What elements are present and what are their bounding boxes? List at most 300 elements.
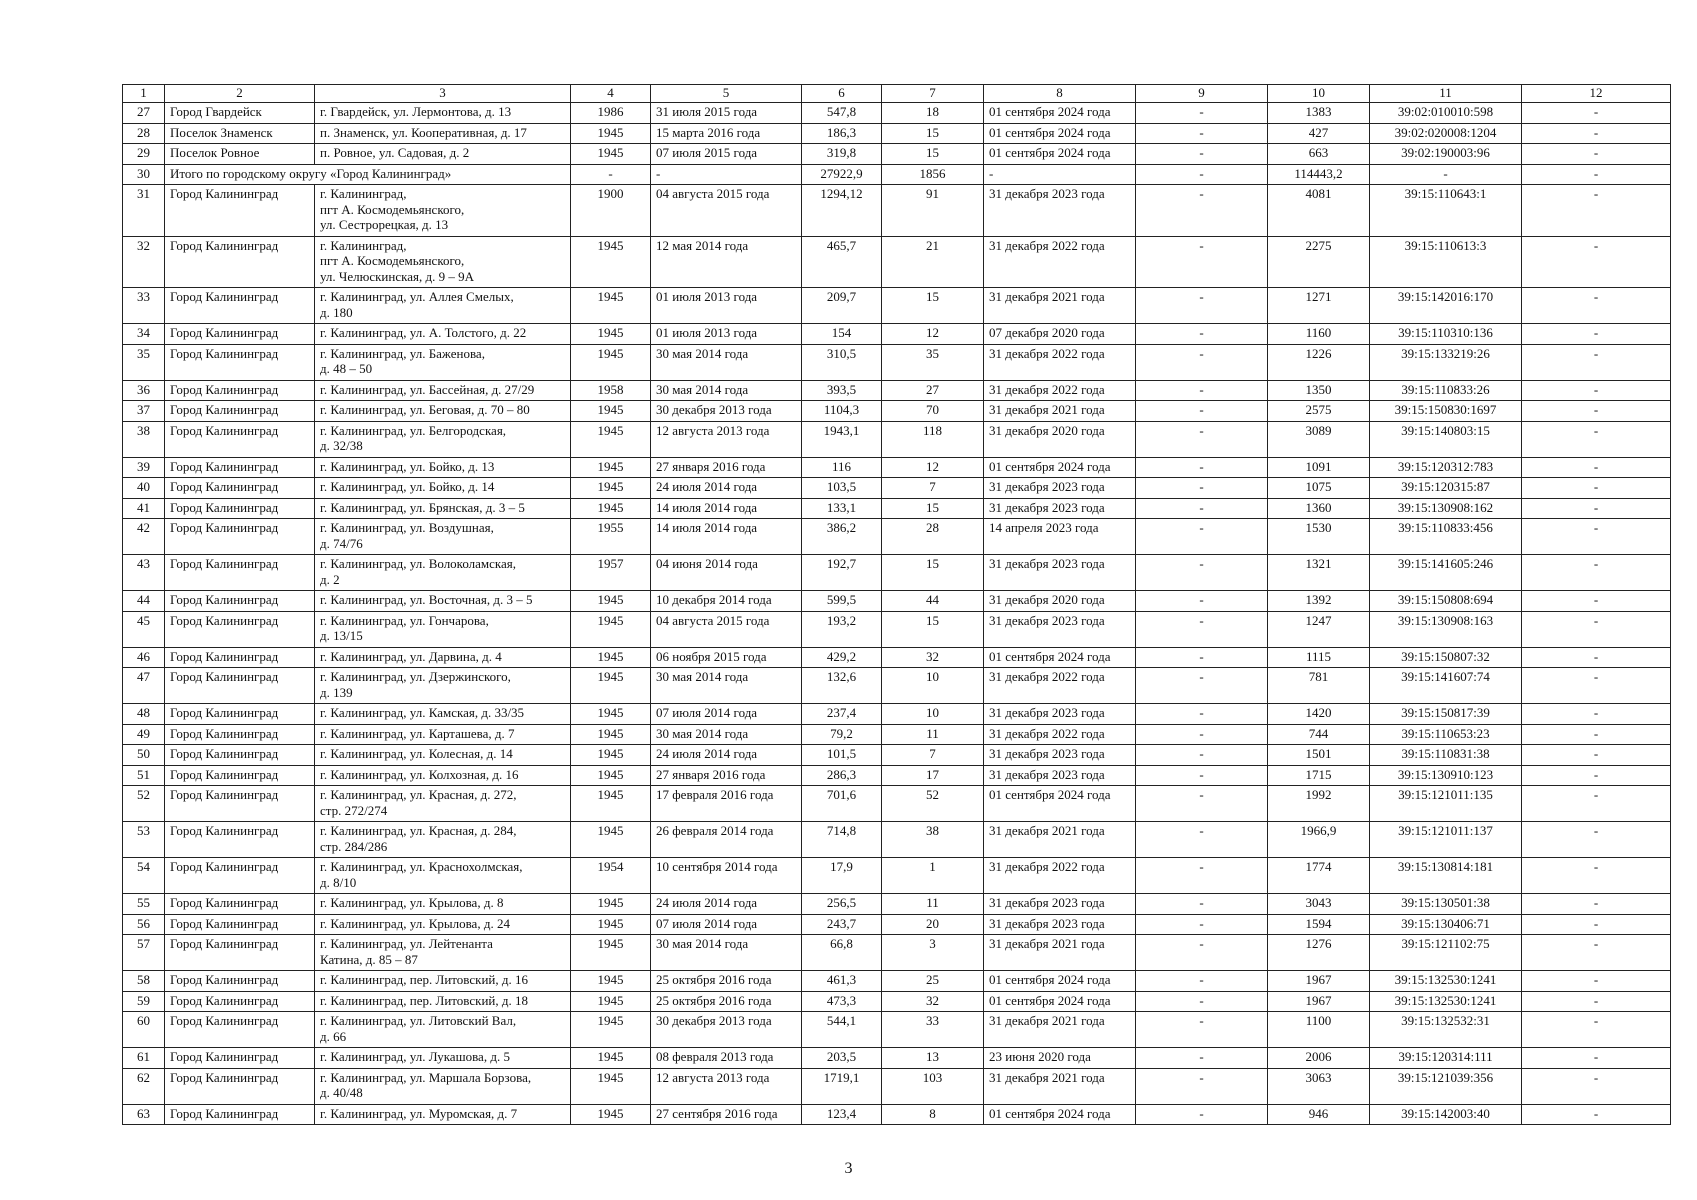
cadastral-cell: 39:15:130910:123 [1370, 765, 1522, 786]
col9-cell: - [1136, 668, 1268, 704]
table-row [123, 236, 1671, 288]
date-cell: 26 февраля 2014 года [651, 822, 802, 858]
col12-cell: - [1522, 144, 1671, 165]
row-number: 60 [123, 1012, 165, 1048]
table-row [123, 858, 1671, 894]
row-number: 41 [123, 498, 165, 519]
deadline-cell: 31 декабря 2021 года [984, 288, 1136, 324]
area-cell: 547,8 [802, 103, 882, 124]
municipality-cell: Город Калининград [165, 914, 315, 935]
col9-cell: - [1136, 971, 1268, 992]
cost-cell: 4081 [1268, 185, 1370, 237]
cadastral-cell: 39:15:110613:3 [1370, 236, 1522, 288]
residents-cell: 13 [882, 1048, 984, 1069]
cost-cell: 1247 [1268, 611, 1370, 647]
address-cell: г. Калининград, ул. Дарвина, д. 4 [315, 647, 571, 668]
table-row [123, 288, 1671, 324]
cadastral-cell: 39:15:150817:39 [1370, 704, 1522, 725]
cadastral-cell: 39:15:142003:40 [1370, 1104, 1522, 1125]
residents-cell: 10 [882, 668, 984, 704]
col9-cell: - [1136, 344, 1268, 380]
year-cell: 1986 [571, 103, 651, 124]
col12-cell: - [1522, 236, 1671, 288]
cadastral-cell: 39:15:130814:181 [1370, 858, 1522, 894]
table-body [123, 103, 1671, 1125]
municipality-cell: Город Калининград [165, 822, 315, 858]
deadline-cell: - [984, 164, 1136, 185]
year-cell: 1945 [571, 935, 651, 971]
year-cell: 1945 [571, 421, 651, 457]
date-cell: 25 октября 2016 года [651, 971, 802, 992]
cost-cell: 1594 [1268, 914, 1370, 935]
col9-cell: - [1136, 401, 1268, 422]
row-number: 27 [123, 103, 165, 124]
residents-cell: 11 [882, 894, 984, 915]
date-cell: 07 июля 2015 года [651, 144, 802, 165]
residents-cell: 52 [882, 786, 984, 822]
municipality-cell: Город Калининград [165, 611, 315, 647]
area-cell: 386,2 [802, 519, 882, 555]
address-cell: г. Калининград, ул. Красная, д. 284, стр. 284/286 [315, 822, 571, 858]
year-cell: 1900 [571, 185, 651, 237]
date-cell: 01 июля 2013 года [651, 324, 802, 345]
deadline-cell: 31 декабря 2022 года [984, 380, 1136, 401]
deadline-cell: 31 декабря 2021 года [984, 935, 1136, 971]
residents-cell: 7 [882, 478, 984, 499]
table-row [123, 786, 1671, 822]
deadline-cell: 31 декабря 2023 года [984, 894, 1136, 915]
date-cell: 30 мая 2014 года [651, 935, 802, 971]
municipality-cell: Город Калининград [165, 498, 315, 519]
cost-cell: 1276 [1268, 935, 1370, 971]
col12-cell: - [1522, 555, 1671, 591]
year-cell: - [571, 164, 651, 185]
cost-cell: 663 [1268, 144, 1370, 165]
row-number: 56 [123, 914, 165, 935]
cadastral-cell: 39:15:121102:75 [1370, 935, 1522, 971]
table-row [123, 765, 1671, 786]
municipality-cell: Город Калининград [165, 704, 315, 725]
deadline-cell: 31 декабря 2023 года [984, 704, 1136, 725]
deadline-cell: 01 сентября 2024 года [984, 786, 1136, 822]
area-cell: 154 [802, 324, 882, 345]
residents-cell: 17 [882, 765, 984, 786]
cost-cell: 3063 [1268, 1068, 1370, 1104]
residents-cell: 15 [882, 498, 984, 519]
col12-cell: - [1522, 786, 1671, 822]
total-label-cell: Итого по городскому округу «Город Калининград» [165, 164, 571, 185]
area-cell: 429,2 [802, 647, 882, 668]
table-row [123, 1104, 1671, 1125]
address-cell: г. Калининград, ул. Брянская, д. 3 – 5 [315, 498, 571, 519]
deadline-cell: 31 декабря 2023 года [984, 914, 1136, 935]
residents-cell: 12 [882, 324, 984, 345]
table-row [123, 1012, 1671, 1048]
row-number: 57 [123, 935, 165, 971]
table-row [123, 894, 1671, 915]
date-cell: 30 мая 2014 года [651, 344, 802, 380]
table-row [123, 401, 1671, 422]
year-cell: 1945 [571, 1012, 651, 1048]
cadastral-cell: 39:15:120312:783 [1370, 457, 1522, 478]
cadastral-cell: 39:15:150808:694 [1370, 591, 1522, 612]
cadastral-cell: 39:02:190003:96 [1370, 144, 1522, 165]
column-header-11: 11 [1370, 85, 1522, 103]
table-row [123, 380, 1671, 401]
address-cell: г. Калининград, ул. Краснохолмская, д. 8/10 [315, 858, 571, 894]
cost-cell: 1350 [1268, 380, 1370, 401]
area-cell: 203,5 [802, 1048, 882, 1069]
municipality-cell: Город Калининград [165, 1068, 315, 1104]
deadline-cell: 07 декабря 2020 года [984, 324, 1136, 345]
municipality-cell: Город Калининград [165, 288, 315, 324]
cost-cell: 2275 [1268, 236, 1370, 288]
municipality-cell: Город Калининград [165, 1048, 315, 1069]
area-cell: 544,1 [802, 1012, 882, 1048]
row-number: 42 [123, 519, 165, 555]
date-cell: 30 мая 2014 года [651, 724, 802, 745]
col12-cell: - [1522, 611, 1671, 647]
year-cell: 1945 [571, 144, 651, 165]
col12-cell: - [1522, 498, 1671, 519]
cadastral-cell: 39:15:132530:1241 [1370, 971, 1522, 992]
deadline-cell: 31 декабря 2020 года [984, 421, 1136, 457]
residents-cell: 15 [882, 555, 984, 591]
area-cell: 116 [802, 457, 882, 478]
column-header-12: 12 [1522, 85, 1671, 103]
table-row [123, 1048, 1671, 1069]
area-cell: 1294,12 [802, 185, 882, 237]
cadastral-cell: 39:15:110833:26 [1370, 380, 1522, 401]
deadline-cell: 31 декабря 2021 года [984, 1068, 1136, 1104]
col12-cell: - [1522, 380, 1671, 401]
residents-cell: 8 [882, 1104, 984, 1125]
col9-cell: - [1136, 991, 1268, 1012]
cost-cell: 1321 [1268, 555, 1370, 591]
table-row [123, 724, 1671, 745]
address-cell: г. Калининград, ул. Муромская, д. 7 [315, 1104, 571, 1125]
cadastral-cell: 39:15:130406:71 [1370, 914, 1522, 935]
col9-cell: - [1136, 498, 1268, 519]
date-cell: 30 мая 2014 года [651, 380, 802, 401]
row-number: 38 [123, 421, 165, 457]
address-cell: г. Калининград, ул. Дзержинского, д. 139 [315, 668, 571, 704]
residents-cell: 15 [882, 123, 984, 144]
cadastral-cell: 39:15:110653:23 [1370, 724, 1522, 745]
col12-cell: - [1522, 1012, 1671, 1048]
row-number: 30 [123, 164, 165, 185]
deadline-cell: 31 декабря 2023 года [984, 185, 1136, 237]
municipality-cell: Город Калининград [165, 971, 315, 992]
year-cell: 1945 [571, 1104, 651, 1125]
table-row [123, 144, 1671, 165]
col9-cell: - [1136, 519, 1268, 555]
col12-cell: - [1522, 1068, 1671, 1104]
table-row [123, 519, 1671, 555]
municipality-cell: Город Калининград [165, 935, 315, 971]
date-cell: 10 декабря 2014 года [651, 591, 802, 612]
table-row [123, 704, 1671, 725]
address-cell: г. Калининград, ул. Воздушная, д. 74/76 [315, 519, 571, 555]
area-cell: 27922,9 [802, 164, 882, 185]
area-cell: 1104,3 [802, 401, 882, 422]
municipality-cell: Город Калининград [165, 380, 315, 401]
municipality-cell: Город Калининград [165, 457, 315, 478]
cost-cell: 781 [1268, 668, 1370, 704]
year-cell: 1945 [571, 1048, 651, 1069]
address-cell: г. Калининград, пгт А. Космодемьянского, ул. Челюскинская, д. 9 – 9А [315, 236, 571, 288]
date-cell: 07 июля 2014 года [651, 704, 802, 725]
table-row [123, 591, 1671, 612]
residents-cell: 27 [882, 380, 984, 401]
date-cell: 17 февраля 2016 года [651, 786, 802, 822]
col12-cell: - [1522, 1104, 1671, 1125]
year-cell: 1945 [571, 401, 651, 422]
cost-cell: 1966,9 [1268, 822, 1370, 858]
col9-cell: - [1136, 786, 1268, 822]
residents-cell: 18 [882, 103, 984, 124]
date-cell: 24 июля 2014 года [651, 894, 802, 915]
col12-cell: - [1522, 745, 1671, 766]
address-cell: г. Калининград, ул. Беговая, д. 70 – 80 [315, 401, 571, 422]
table-row [123, 555, 1671, 591]
row-number: 46 [123, 647, 165, 668]
cost-cell: 1091 [1268, 457, 1370, 478]
cadastral-cell: 39:15:120315:87 [1370, 478, 1522, 499]
col12-cell: - [1522, 401, 1671, 422]
cost-cell: 744 [1268, 724, 1370, 745]
column-header-10: 10 [1268, 85, 1370, 103]
address-cell: г. Калининград, ул. Восточная, д. 3 – 5 [315, 591, 571, 612]
year-cell: 1945 [571, 1068, 651, 1104]
col9-cell: - [1136, 555, 1268, 591]
deadline-cell: 31 декабря 2023 года [984, 611, 1136, 647]
residents-cell: 44 [882, 591, 984, 612]
col9-cell: - [1136, 591, 1268, 612]
municipality-cell: Город Калининград [165, 185, 315, 237]
cadastral-cell: 39:15:130908:162 [1370, 498, 1522, 519]
area-cell: 123,4 [802, 1104, 882, 1125]
column-header-2: 2 [165, 85, 315, 103]
municipality-cell: Город Калининград [165, 421, 315, 457]
residents-cell: 38 [882, 822, 984, 858]
deadline-cell: 01 сентября 2024 года [984, 1104, 1136, 1125]
area-cell: 714,8 [802, 822, 882, 858]
area-cell: 193,2 [802, 611, 882, 647]
address-cell: г. Калининград, ул. Белгородская, д. 32/38 [315, 421, 571, 457]
address-cell: г. Калининград, ул. Колесная, д. 14 [315, 745, 571, 766]
residents-cell: 21 [882, 236, 984, 288]
residents-cell: 7 [882, 745, 984, 766]
deadline-cell: 31 декабря 2022 года [984, 858, 1136, 894]
address-cell: г. Калининград, ул. Колхозная, д. 16 [315, 765, 571, 786]
deadline-cell: 31 декабря 2021 года [984, 1012, 1136, 1048]
date-cell: 24 июля 2014 года [651, 745, 802, 766]
date-cell: 01 июля 2013 года [651, 288, 802, 324]
year-cell: 1955 [571, 519, 651, 555]
col9-cell: - [1136, 380, 1268, 401]
cadastral-cell: 39:15:110643:1 [1370, 185, 1522, 237]
col12-cell: - [1522, 914, 1671, 935]
municipality-cell: Город Калининград [165, 236, 315, 288]
cadastral-cell: 39:15:132532:31 [1370, 1012, 1522, 1048]
col12-cell: - [1522, 478, 1671, 499]
deadline-cell: 31 декабря 2020 года [984, 591, 1136, 612]
table-row [123, 991, 1671, 1012]
col9-cell: - [1136, 324, 1268, 345]
cost-cell: 1992 [1268, 786, 1370, 822]
cadastral-cell: 39:15:142016:170 [1370, 288, 1522, 324]
residents-cell: 33 [882, 1012, 984, 1048]
table-row [123, 421, 1671, 457]
residents-cell: 3 [882, 935, 984, 971]
cadastral-cell: 39:15:141607:74 [1370, 668, 1522, 704]
table-row [123, 971, 1671, 992]
cadastral-cell: 39:15:120314:111 [1370, 1048, 1522, 1069]
year-cell: 1945 [571, 288, 651, 324]
row-number: 52 [123, 786, 165, 822]
table-row [123, 1068, 1671, 1104]
residents-cell: 35 [882, 344, 984, 380]
table-row [123, 478, 1671, 499]
date-cell: 07 июля 2014 года [651, 914, 802, 935]
row-number: 32 [123, 236, 165, 288]
municipality-cell: Поселок Знаменск [165, 123, 315, 144]
date-cell: 08 февраля 2013 года [651, 1048, 802, 1069]
col9-cell: - [1136, 164, 1268, 185]
date-cell: 30 декабря 2013 года [651, 1012, 802, 1048]
year-cell: 1945 [571, 971, 651, 992]
date-cell: 24 июля 2014 года [651, 478, 802, 499]
col12-cell: - [1522, 822, 1671, 858]
municipality-cell: Город Калининград [165, 991, 315, 1012]
row-number: 50 [123, 745, 165, 766]
area-cell: 132,6 [802, 668, 882, 704]
cost-cell: 427 [1268, 123, 1370, 144]
address-cell: г. Калининград, ул. Баженова, д. 48 – 50 [315, 344, 571, 380]
col12-cell: - [1522, 991, 1671, 1012]
col9-cell: - [1136, 144, 1268, 165]
table-row [123, 914, 1671, 935]
col9-cell: - [1136, 647, 1268, 668]
year-cell: 1945 [571, 914, 651, 935]
row-number: 31 [123, 185, 165, 237]
row-number: 48 [123, 704, 165, 725]
cadastral-cell: 39:15:133219:26 [1370, 344, 1522, 380]
cost-cell: 946 [1268, 1104, 1370, 1125]
year-cell: 1945 [571, 745, 651, 766]
deadline-cell: 31 декабря 2022 года [984, 724, 1136, 745]
col12-cell: - [1522, 765, 1671, 786]
cadastral-cell: 39:15:121011:137 [1370, 822, 1522, 858]
address-cell: г. Калининград, ул. Маршала Борзова, д. 40/48 [315, 1068, 571, 1104]
table-row [123, 457, 1671, 478]
cost-cell: 1530 [1268, 519, 1370, 555]
area-cell: 319,8 [802, 144, 882, 165]
deadline-cell: 23 июня 2020 года [984, 1048, 1136, 1069]
deadline-cell: 31 декабря 2022 года [984, 236, 1136, 288]
table-row [123, 164, 1671, 185]
row-number: 36 [123, 380, 165, 401]
deadline-cell: 31 декабря 2022 года [984, 344, 1136, 380]
row-number: 51 [123, 765, 165, 786]
column-header-5: 5 [651, 85, 802, 103]
col9-cell: - [1136, 822, 1268, 858]
deadline-cell: 31 декабря 2023 года [984, 555, 1136, 591]
address-cell: г. Гвардейск, ул. Лермонтова, д. 13 [315, 103, 571, 124]
cadastral-cell: 39:15:121039:356 [1370, 1068, 1522, 1104]
cost-cell: 1100 [1268, 1012, 1370, 1048]
address-cell: г. Калининград, ул. Камская, д. 33/35 [315, 704, 571, 725]
area-cell: 133,1 [802, 498, 882, 519]
year-cell: 1945 [571, 668, 651, 704]
column-header-8: 8 [984, 85, 1136, 103]
year-cell: 1945 [571, 498, 651, 519]
address-cell: г. Калининград, пер. Литовский, д. 16 [315, 971, 571, 992]
area-cell: 186,3 [802, 123, 882, 144]
municipality-cell: Город Калининград [165, 1012, 315, 1048]
col12-cell: - [1522, 591, 1671, 612]
deadline-cell: 14 апреля 2023 года [984, 519, 1136, 555]
year-cell: 1945 [571, 724, 651, 745]
deadline-cell: 01 сентября 2024 года [984, 144, 1136, 165]
residents-cell: 15 [882, 288, 984, 324]
col12-cell: - [1522, 935, 1671, 971]
col9-cell: - [1136, 123, 1268, 144]
date-cell: 06 ноября 2015 года [651, 647, 802, 668]
residents-cell: 1856 [882, 164, 984, 185]
cadastral-cell: 39:15:150807:32 [1370, 647, 1522, 668]
col12-cell: - [1522, 858, 1671, 894]
year-cell: 1945 [571, 236, 651, 288]
area-cell: 79,2 [802, 724, 882, 745]
date-cell: 12 августа 2013 года [651, 1068, 802, 1104]
row-number: 61 [123, 1048, 165, 1069]
year-cell: 1945 [571, 991, 651, 1012]
col9-cell: - [1136, 1048, 1268, 1069]
cost-cell: 2006 [1268, 1048, 1370, 1069]
year-cell: 1945 [571, 344, 651, 380]
col12-cell: - [1522, 647, 1671, 668]
col9-cell: - [1136, 457, 1268, 478]
column-header-1: 1 [123, 85, 165, 103]
cost-cell: 1226 [1268, 344, 1370, 380]
row-number: 28 [123, 123, 165, 144]
municipality-cell: Город Калининград [165, 555, 315, 591]
residents-cell: 11 [882, 724, 984, 745]
area-cell: 393,5 [802, 380, 882, 401]
row-number: 47 [123, 668, 165, 704]
residents-cell: 15 [882, 611, 984, 647]
municipality-cell: Город Калининград [165, 344, 315, 380]
year-cell: 1945 [571, 647, 651, 668]
col12-cell: - [1522, 324, 1671, 345]
municipality-cell: Город Калининград [165, 724, 315, 745]
table-row [123, 745, 1671, 766]
col12-cell: - [1522, 704, 1671, 725]
residents-cell: 25 [882, 971, 984, 992]
date-cell: 27 сентября 2016 года [651, 1104, 802, 1125]
cost-cell: 1271 [1268, 288, 1370, 324]
deadline-cell: 31 декабря 2023 года [984, 765, 1136, 786]
year-cell: 1945 [571, 591, 651, 612]
col12-cell: - [1522, 344, 1671, 380]
row-number: 40 [123, 478, 165, 499]
cost-cell: 1075 [1268, 478, 1370, 499]
col9-cell: - [1136, 421, 1268, 457]
cadastral-cell: 39:02:020008:1204 [1370, 123, 1522, 144]
col9-cell: - [1136, 1068, 1268, 1104]
